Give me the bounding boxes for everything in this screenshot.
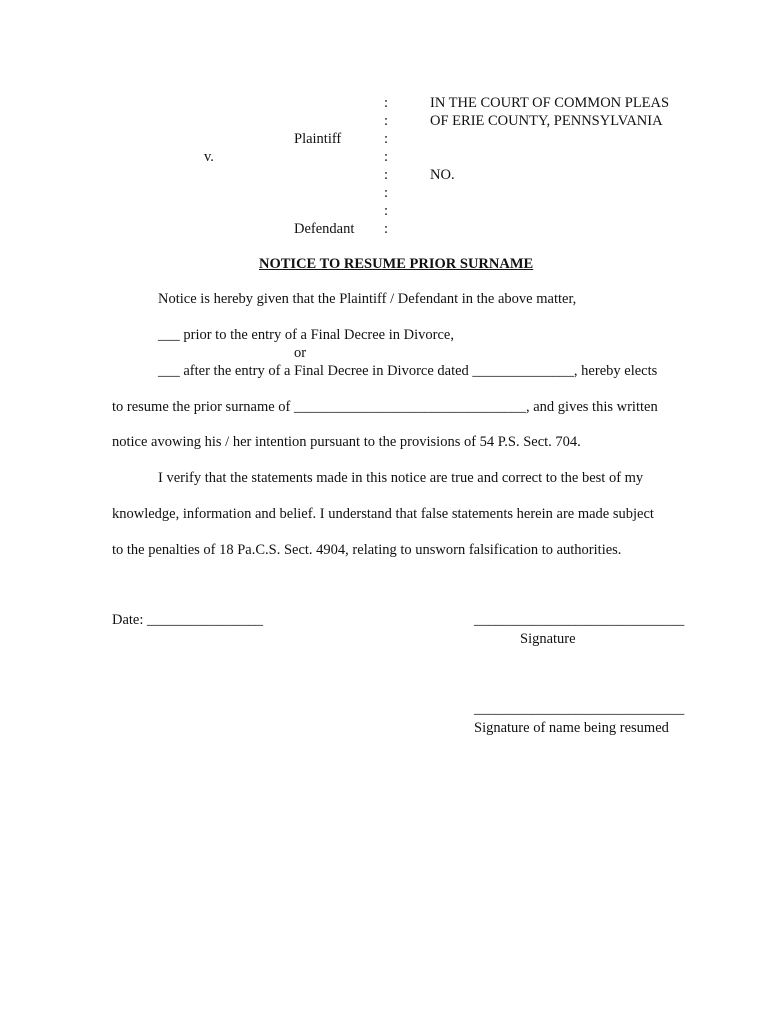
or-label: or bbox=[294, 345, 307, 361]
resumed-name-signature-label: Signature of name being resumed bbox=[474, 720, 669, 736]
date-field: Date: ________________ bbox=[112, 612, 264, 628]
caption-colon: : bbox=[384, 185, 389, 201]
resume-surname-line: to resume the prior surname of ________________________________, and gives this written bbox=[112, 399, 658, 415]
plaintiff-label: Plaintiff bbox=[294, 131, 342, 147]
document-title: NOTICE TO RESUME PRIOR SURNAME bbox=[259, 256, 534, 272]
verification-line3: to the penalties of 18 Pa.C.S. Sect. 4904, relating to unsworn falsification to authorities. bbox=[112, 542, 622, 558]
intro-line: Notice is hereby given that the Plaintiff / Defendant in the above matter, bbox=[158, 291, 577, 307]
caption-colon: : bbox=[384, 149, 389, 165]
resumed-name-signature-line: _____________________________ bbox=[474, 701, 685, 717]
statute-line: notice avowing his / her intention pursuant to the provisions of 54 P.S. Sect. 704. bbox=[112, 434, 581, 450]
verification-line2: knowledge, information and belief. I understand that false statements herein are made subject bbox=[112, 506, 654, 522]
case-number-label: NO. bbox=[430, 167, 455, 183]
signature-line: _____________________________ bbox=[474, 612, 685, 628]
defendant-label: Defendant bbox=[294, 221, 355, 237]
caption-colon: : bbox=[384, 113, 389, 129]
court-name-line1: IN THE COURT OF COMMON PLEAS bbox=[430, 95, 670, 111]
option-before-decree: ___ prior to the entry of a Final Decree in Divorce, bbox=[158, 327, 454, 343]
option-after-decree: ___ after the entry of a Final Decree in Divorce dated ______________, hereby elects bbox=[158, 363, 658, 379]
court-name-line2: OF ERIE COUNTY, PENNSYLVANIA bbox=[430, 113, 663, 129]
caption-colon: : bbox=[384, 203, 389, 219]
versus-label: v. bbox=[204, 149, 214, 165]
caption-colon: : bbox=[384, 167, 389, 183]
caption-colon: : bbox=[384, 221, 389, 237]
caption-colon: : bbox=[384, 95, 389, 111]
caption-colon: : bbox=[384, 131, 389, 147]
signature-label: Signature bbox=[520, 631, 576, 647]
verification-line1: I verify that the statements made in this notice are true and correct to the best of my bbox=[158, 470, 644, 486]
